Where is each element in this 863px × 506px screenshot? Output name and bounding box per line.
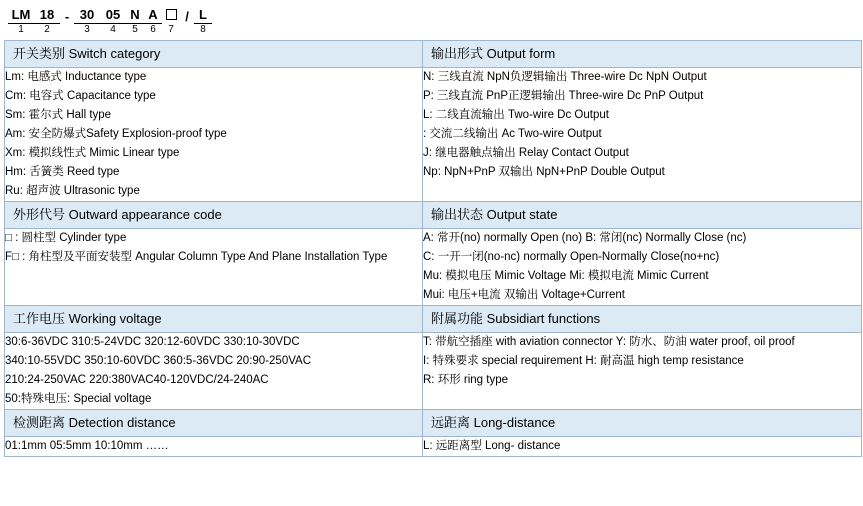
model-code-index: 3 [84, 24, 90, 35]
section-header-title: 工作电压 Working voltage [13, 311, 162, 326]
model-code-segment: L [194, 7, 212, 24]
spec-line: L: 远距离型 Long- distance [423, 440, 561, 452]
section-header-title: 外形代号 Outward appearance code [13, 207, 222, 222]
spec-line: Sm: 霍尔式 Hall type [5, 109, 112, 121]
model-code-number-row [8, 24, 863, 38]
section-header-cell [423, 306, 862, 333]
model-code-index: 8 [200, 24, 206, 35]
spec-line: 340:10-55VDC 350:10-60VDC 360:5-36VDC 20:90-250VAC [5, 355, 312, 367]
section-body-row [5, 68, 862, 202]
model-code-segment: / [185, 9, 189, 24]
spec-line: P: 三线直流 PnP正逻辑输出 Three-wire Dc PnP Output [423, 90, 704, 102]
model-code-segment: 18 [34, 7, 60, 24]
model-code-segment: LM [8, 7, 34, 24]
spec-line: L: 二线直流输出 Two-wire Dc Output [423, 109, 609, 121]
spec-line: 50:特殊电压: Special voltage [5, 393, 152, 405]
spec-table-body [5, 41, 862, 457]
section-header-title: 远距离 Long-distance [431, 415, 556, 430]
spec-table [4, 40, 862, 457]
section-header-row [5, 202, 862, 229]
section-header-cell [423, 410, 862, 437]
spec-line: A: 常开(no) normally Open (no) B: 常闭(nc) Normally Close (nc) [423, 232, 747, 244]
section-header-cell [5, 202, 423, 229]
spec-line: Hm: 舌簧类 Reed type [5, 166, 120, 178]
model-code-segment: A [144, 7, 162, 24]
section-body-row [5, 229, 862, 306]
section-header-cell [5, 306, 423, 333]
model-code-index: 2 [44, 24, 50, 35]
square-placeholder-icon [166, 9, 177, 20]
model-code-segment [162, 9, 180, 24]
spec-line: Xm: 模拟线性式 Mimic Linear type [5, 147, 180, 159]
spec-line: Mui: 电压+电流 双输出 Voltage+Current [423, 289, 625, 301]
spec-line: Lm: 电感式 Inductance type [5, 71, 147, 83]
model-code-index: 4 [110, 24, 116, 35]
spec-line: I: 特殊要求 special requirement H: 耐高温 high temp resistance [423, 355, 744, 367]
model-code-index: 7 [168, 24, 174, 35]
section-header-row [5, 41, 862, 68]
spec-line: : 交流二线输出 Ac Two-wire Output [423, 128, 602, 140]
spec-line: R: 环形 ring type [423, 374, 508, 386]
model-code-index: 5 [132, 24, 138, 35]
spec-line: T: 带航空插座 with aviation connector Y: 防水、防油 water proof, oil proof [423, 336, 795, 348]
section-header-cell [5, 410, 423, 437]
model-code-header [0, 0, 863, 40]
spec-line: Am: 安全防爆式Safety Explosion-proof type [5, 128, 227, 140]
section-header-title: 输出状态 Output state [431, 207, 558, 222]
section-header-title: 附属功能 Subsidiart functions [431, 311, 601, 326]
spec-line: F□ : 角柱型及平面安装型 Angular Column Type And Plane Installation Type [5, 251, 388, 263]
section-header-cell [423, 41, 862, 68]
section-body-cell [5, 229, 423, 306]
section-body-row [5, 437, 862, 457]
section-header-cell [423, 202, 862, 229]
model-code-segment: 30 [74, 7, 100, 24]
section-body-row [5, 333, 862, 410]
model-code-segment: N [126, 7, 144, 24]
section-body-cell [423, 437, 862, 457]
section-header-title: 输出形式 Output form [431, 46, 556, 61]
section-header-title: 开关类别 Switch category [13, 46, 161, 61]
spec-line: N: 三线直流 NpN负逻辑输出 Three-wire Dc NpN Output [423, 71, 707, 83]
spec-line: C: 一开一闭(no-nc) normally Open-Normally Close(no+nc) [423, 251, 720, 263]
section-header-row [5, 306, 862, 333]
spec-line: □ : 圆柱型 Cylinder type [5, 232, 127, 244]
model-code-index: 6 [150, 24, 156, 35]
section-body-cell [423, 68, 862, 202]
spec-line: Np: NpN+PnP 双输出 NpN+PnP Double Output [423, 166, 665, 178]
spec-line: 30:6-36VDC 310:5-24VDC 320:12-60VDC 330:10-30VDC [5, 336, 300, 348]
model-code-row [8, 6, 863, 24]
section-header-cell [5, 41, 423, 68]
section-header-title: 检测距离 Detection distance [13, 415, 176, 430]
model-code-index: 1 [18, 24, 24, 35]
section-body-cell [423, 333, 862, 410]
section-body-cell [5, 437, 423, 457]
section-header-row [5, 410, 862, 437]
section-body-cell [5, 68, 423, 202]
model-code-segment: - [64, 9, 70, 24]
section-body-cell [5, 333, 423, 410]
spec-line: 210:24-250VAC 220:380VAC40-120VDC/24-240AC [5, 374, 269, 386]
spec-line: J: 继电器触点输出 Relay Contact Output [423, 147, 629, 159]
model-code-segment: 05 [100, 7, 126, 24]
section-body-cell [423, 229, 862, 306]
spec-line: Cm: 电容式 Capacitance type [5, 90, 156, 102]
spec-line: Mu: 模拟电压 Mimic Voltage Mi: 模拟电流 Mimic Current [423, 270, 709, 282]
spec-line: 01:1mm 05:5mm 10:10mm …… [5, 440, 169, 452]
spec-line: Ru: 超声波 Ultrasonic type [5, 185, 140, 197]
